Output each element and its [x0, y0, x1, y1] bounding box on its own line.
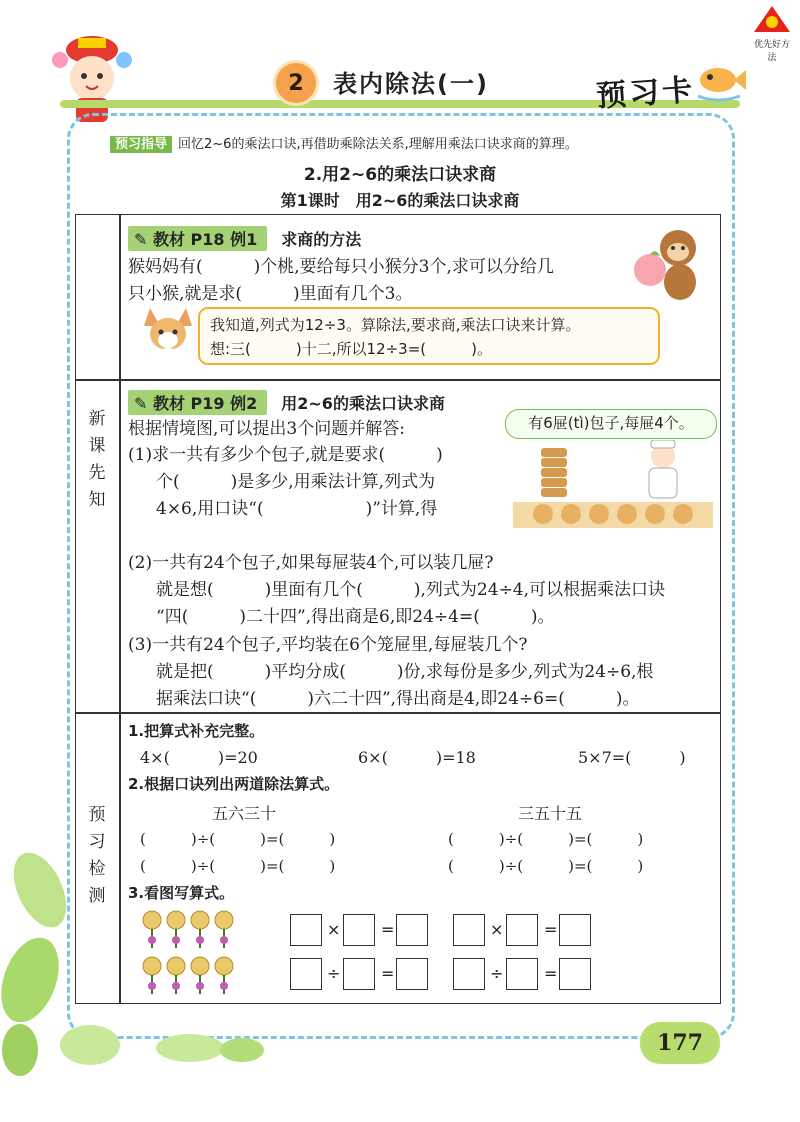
equals-sign: =: [381, 964, 395, 983]
logo-icon: [752, 4, 792, 34]
division-blank-row: ( )÷( )=( ): [448, 830, 644, 848]
q1-line: 个( )是多少,用乘法计算,列式为: [156, 472, 436, 492]
check-q2-title: 2.根据口诀列出两道除法算式。: [128, 775, 340, 793]
q2-line: 就是想( )里面有几个( ),列式为24÷4,可以根据乘法口诀: [156, 580, 666, 600]
example2-header: [128, 390, 445, 415]
leaves-decoration-icon: [0, 830, 140, 1080]
answer-box[interactable]: [396, 914, 428, 946]
example2-tag: ✎ 教材 P19 例2: [128, 390, 267, 415]
answer-box[interactable]: [453, 914, 485, 946]
logo-text: 优先好方法: [753, 40, 790, 63]
card-label: 预习卡: [595, 72, 697, 115]
chef-speech-bubble: 有6屉(tì)包子,每屉4个。: [505, 409, 717, 439]
answer-box[interactable]: [396, 958, 428, 990]
check-q1-item: 4×( )=20: [140, 748, 258, 767]
example1-line: 只小猴,就是求( )里面有几个3。: [128, 284, 413, 304]
dog-speech-bubble: [198, 307, 660, 365]
leaf-decoration-icon: [150, 1028, 270, 1068]
divide-sign: ÷: [327, 964, 341, 983]
example2-intro: 根据情境图,可以提出3个问题并解答:: [128, 419, 405, 439]
publisher-logo: [750, 4, 794, 63]
monkey-with-peach-icon: [626, 222, 710, 304]
division-blank-row: ( )÷( )=( ): [448, 857, 644, 875]
division-blank-row: ( )÷( )=( ): [140, 857, 336, 875]
side-label-new-lesson: 新 课 先 知: [88, 409, 106, 510]
q2-line: “四( )二十四”,得出商是6,即24÷4=( )。: [156, 607, 555, 627]
check-q1-item: 5×7=( ): [578, 748, 686, 767]
rhyme-left: 五六三十: [212, 804, 277, 823]
table-row-divider: [75, 379, 721, 381]
guide-text: 回忆2~6的乘法口诀,再借助乘除法关系,理解用乘法口诀求商的算理。: [178, 137, 578, 152]
fish-mascot-icon: [690, 50, 746, 106]
dog-icon: [140, 304, 196, 368]
equals-sign: =: [544, 920, 558, 939]
example2-title: 用2~6的乘法口诀求商: [281, 394, 445, 413]
equals-sign: =: [381, 920, 395, 939]
bubble-line: 想:三( )十二,所以12÷3=( )。: [210, 340, 492, 358]
check-q1-item: 6×( )=18: [358, 748, 476, 767]
preview-guide: [110, 133, 578, 152]
q3-line: 就是把( )平均分成( )份,求每份是多少,列式为24÷6,根: [156, 662, 654, 682]
times-sign: ×: [490, 920, 504, 939]
q1-line: 4×6,用口诀“( )”计算,得: [156, 499, 438, 519]
answer-box[interactable]: [290, 914, 322, 946]
answer-box[interactable]: [559, 958, 591, 990]
divide-sign: ÷: [490, 964, 504, 983]
answer-box[interactable]: [506, 958, 538, 990]
bubble-line: 我知道,列式为12÷3。算除法,要求商,乘法口诀来计算。: [210, 316, 581, 334]
steamed-buns-scene-icon: [513, 440, 713, 532]
answer-box[interactable]: [290, 958, 322, 990]
guide-tag: 预习指导: [110, 136, 172, 153]
check-q3-title: 3.看图写算式。: [128, 884, 235, 902]
side-label-preview-check: 预 习 检 测: [88, 805, 106, 906]
example1-tag: ✎ 教材 P18 例1: [128, 226, 267, 251]
times-sign: ×: [327, 920, 341, 939]
example1-title: 求商的方法: [281, 230, 362, 249]
answer-box[interactable]: [343, 914, 375, 946]
answer-box[interactable]: [506, 914, 538, 946]
q3-line: 据乘法口诀“( )六二十四”,得出商是4,即24÷6=( )。: [156, 689, 640, 709]
division-blank-row: ( )÷( )=( ): [140, 830, 336, 848]
lollipops-picture-icon: [138, 908, 238, 1000]
equals-sign: =: [544, 964, 558, 983]
check-q1-title: 1.把算式补充完整。: [128, 722, 265, 740]
page-number: 177: [640, 1022, 720, 1064]
lesson-subtitle: 第1课时 用2~6的乘法口诀求商: [280, 191, 520, 210]
example1-line: 猴妈妈有( )个桃,要给每只小猴分3个,求可以分给几: [128, 257, 554, 277]
rhyme-right: 三五十五: [518, 804, 583, 823]
answer-box[interactable]: [559, 914, 591, 946]
section-title: 2.用2~6的乘法口诀求商: [303, 165, 497, 185]
q3-line: (3)一共有24个包子,平均装在6个笼屉里,每屉装几个?: [128, 635, 528, 655]
unit-number-badge: 2: [273, 60, 319, 106]
unit-title: 表内除法(一): [333, 70, 489, 98]
answer-box[interactable]: [343, 958, 375, 990]
q1-line: (1)求一共有多少个包子,就是要求( ): [128, 445, 443, 465]
answer-box[interactable]: [453, 958, 485, 990]
example1-header: [128, 226, 361, 251]
q2-line: (2)一共有24个包子,如果每屉装4个,可以装几屉?: [128, 553, 494, 573]
